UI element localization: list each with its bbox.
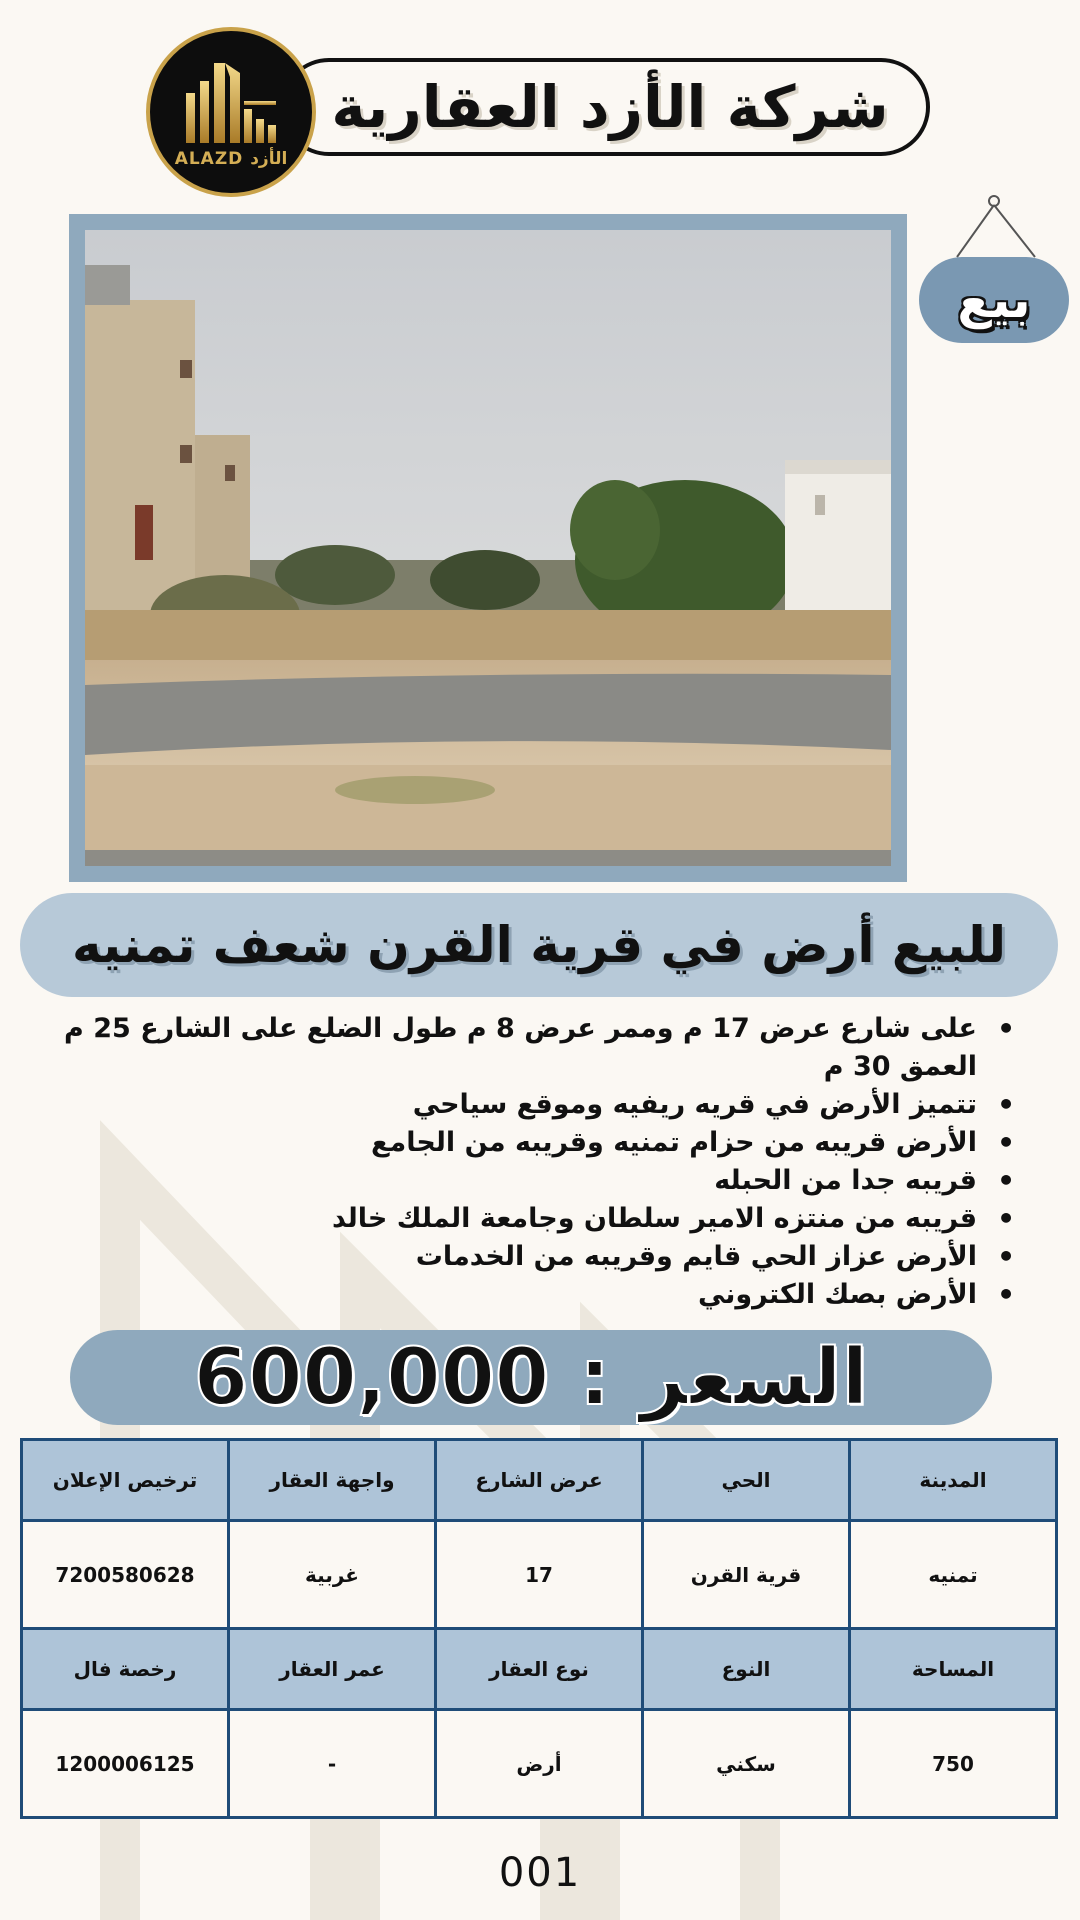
header-cell-street-width: عرض الشارع: [436, 1440, 643, 1521]
feature-item: • الأرض بصك الكتروني: [50, 1276, 985, 1314]
header-cell-fal-license: رخصة فال: [22, 1629, 229, 1710]
value-cell-street-width: 17: [436, 1521, 643, 1629]
header-cell-property-type: نوع العقار: [436, 1629, 643, 1710]
feature-item: • الأرض عزاز الحي قايم وقريبه من الخدمات: [50, 1238, 985, 1276]
value-cell-area: 750: [850, 1710, 1057, 1818]
price-separator: :: [579, 1332, 611, 1423]
table-header-row: [22, 1440, 1057, 1521]
company-logo: [146, 27, 316, 197]
feature-item: • الأرض قريبه من حزام تمنيه وقريبه من الجامع: [50, 1124, 985, 1162]
feature-item: • على شارع عرض 17 م وممر عرض 8 م طول الضلع على الشارع 25 م العمق 30 م: [50, 1010, 985, 1086]
for-sale-sign: [915, 195, 1070, 350]
header-cell-property-age: عمر العقار: [229, 1629, 436, 1710]
header-cell-type: النوع: [643, 1629, 850, 1710]
price-banner: [70, 1330, 992, 1425]
value-cell-fal-license: 1200006125: [22, 1710, 229, 1818]
header-cell-district: الحي: [643, 1440, 850, 1521]
header-cell-facade: واجهة العقار: [229, 1440, 436, 1521]
feature-item: • تتميز الأرض في قريه ريفيه وموقع سياحي: [50, 1086, 985, 1124]
price-value: 600,000: [193, 1332, 550, 1423]
value-cell-city: تمنيه: [850, 1521, 1057, 1629]
table-header-row: [22, 1629, 1057, 1710]
listing-title: للبيع أرض في قرية القرن شعف تمنيه: [71, 916, 1007, 974]
value-cell-facade: غربية: [229, 1521, 436, 1629]
header-cell-ad-license: ترخيص الإعلان: [22, 1440, 229, 1521]
value-cell-property-type: أرض: [436, 1710, 643, 1818]
price-label: السعر: [640, 1332, 869, 1423]
property-photo-frame: [69, 214, 907, 882]
sign-board: [919, 257, 1069, 343]
value-cell-type: سكني: [643, 1710, 850, 1818]
feature-item: • قريبه جدا من الحبله: [50, 1162, 985, 1200]
table-row: [22, 1521, 1057, 1629]
building-logo-icon: [178, 53, 288, 148]
feature-item: • قريبه من منتزه الامير سلطان وجامعة الملك خالد: [50, 1200, 985, 1238]
value-cell-district: قرية القرن: [643, 1521, 850, 1629]
header-cell-city: المدينة: [850, 1440, 1057, 1521]
header-cell-area: المساحة: [850, 1629, 1057, 1710]
title-banner: [20, 893, 1058, 997]
table-row: [22, 1710, 1057, 1818]
features-list: [50, 1010, 1015, 1314]
listing-code: 001: [498, 1850, 582, 1896]
property-info-table: [20, 1438, 1058, 1819]
value-cell-property-age: -: [229, 1710, 436, 1818]
logo-text: ALAZD الأزد: [174, 149, 288, 169]
value-cell-ad-license: 7200580628: [22, 1521, 229, 1629]
sign-label: بيع: [957, 271, 1031, 329]
company-name: شركة الأزد العقارية: [331, 73, 889, 141]
land-photo: [85, 230, 891, 866]
